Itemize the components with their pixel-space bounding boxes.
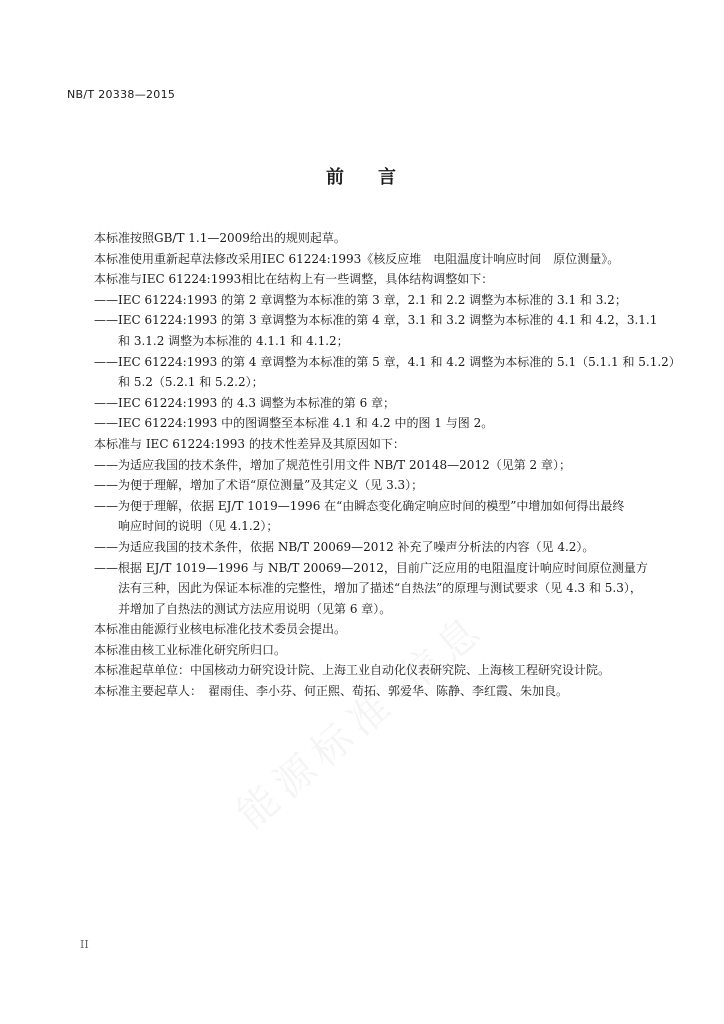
paragraph: 本标准与IEC 61224:1993相比在结构上有一些调整，具体结构调整如下： <box>94 272 494 287</box>
list-item: ——为便于理解，依据 EJ/T 1019—1996 在“由瞬态变化确定响应时间的模型”中增加如何得出最终 <box>94 498 625 513</box>
foreword-body <box>94 228 681 702</box>
title-char: 言 <box>378 167 398 188</box>
paragraph: 本标准与 IEC 61224:1993 的技术性差异及其原因如下： <box>94 436 405 451</box>
page-title <box>0 163 724 189</box>
list-item: ——为适应我国的技术条件，增加了规范性引用文件 NB/T 20148—2012（见第 2 章）； <box>94 457 571 472</box>
list-item: ——IEC 61224:1993 的 4.3 调整为本标准的第 6 章； <box>94 395 396 410</box>
paragraph: 本标准起草单位：中国核动力研究设计院、上海工业自动化仪表研究院、上海核工程研究设计院。 <box>94 663 611 678</box>
list-item: ——根据 EJ/T 1019—1996 与 NB/T 20069—2012，目前广泛应用的电阻温度计响应时间原位测量方 <box>94 560 648 575</box>
paragraph: 本标准由能源行业核电标准化技术委员会提出。 <box>94 622 347 637</box>
list-item: ——IEC 61224:1993 中的图调整至本标准 4.1 和 4.2 中的图 1 与图 2。 <box>94 416 494 431</box>
list-item: ——为适应我国的技术条件，依据 NB/T 20069—2012 补充了噪声分析法的内容（见 4.2）。 <box>94 539 595 554</box>
paragraph: 本标准按照GB/T 1.1—2009给出的规则起草。 <box>94 231 346 245</box>
paragraph: 本标准主要起草人： 翟雨佳、李小芬、何正熙、荀拓、郭爱华、陈静、李红霞、朱加良。 <box>94 684 569 699</box>
title-char: 前 <box>326 167 346 188</box>
list-item: ——IEC 61224:1993 的第 4 章调整为本标准的第 5 章，4.1 和 4.2 调整为本标准的 5.1（5.1.1 和 5.1.2） <box>94 354 681 369</box>
paragraph: 本标准由核工业标准化研究所归口。 <box>94 642 287 657</box>
list-item-continuation: 并增加了自热法的测试方法应用说明（见第 6 章）。 <box>118 601 392 616</box>
page-number: II <box>80 938 89 951</box>
document-code: NB/T 20338—2015 <box>67 88 176 101</box>
list-item-continuation: 响应时间的说明（见 4.1.2）； <box>118 519 279 534</box>
list-item-continuation: 和 3.1.2 调整为本标准的 4.1.1 和 4.1.2； <box>118 333 349 348</box>
list-item: ——IEC 61224:1993 的第 2 章调整为本标准的第 3 章，2.1 和 2.2 调整为本标准的 3.1 和 3.2； <box>94 292 627 307</box>
list-item-continuation: 和 5.2（5.2.1 和 5.2.2）； <box>118 375 264 390</box>
list-item: ——为便于理解，增加了术语“原位测量”及其定义（见 3.3）； <box>94 478 424 493</box>
list-item-continuation: 法有三种，因此为保证本标准的完整性，增加了描述“自热法”的原理与测试要求（见 4.3 和 5.3）， <box>118 581 642 596</box>
list-item: ——IEC 61224:1993 的第 3 章调整为本标准的第 4 章，3.1 和 3.2 调整为本标准的 4.1 和 4.2，3.1.1 <box>94 313 658 328</box>
paragraph: 本标准使用重新起草法修改采用IEC 61224:1993《核反应堆 电阻温度计响应时间 原位测量》。 <box>94 251 620 266</box>
